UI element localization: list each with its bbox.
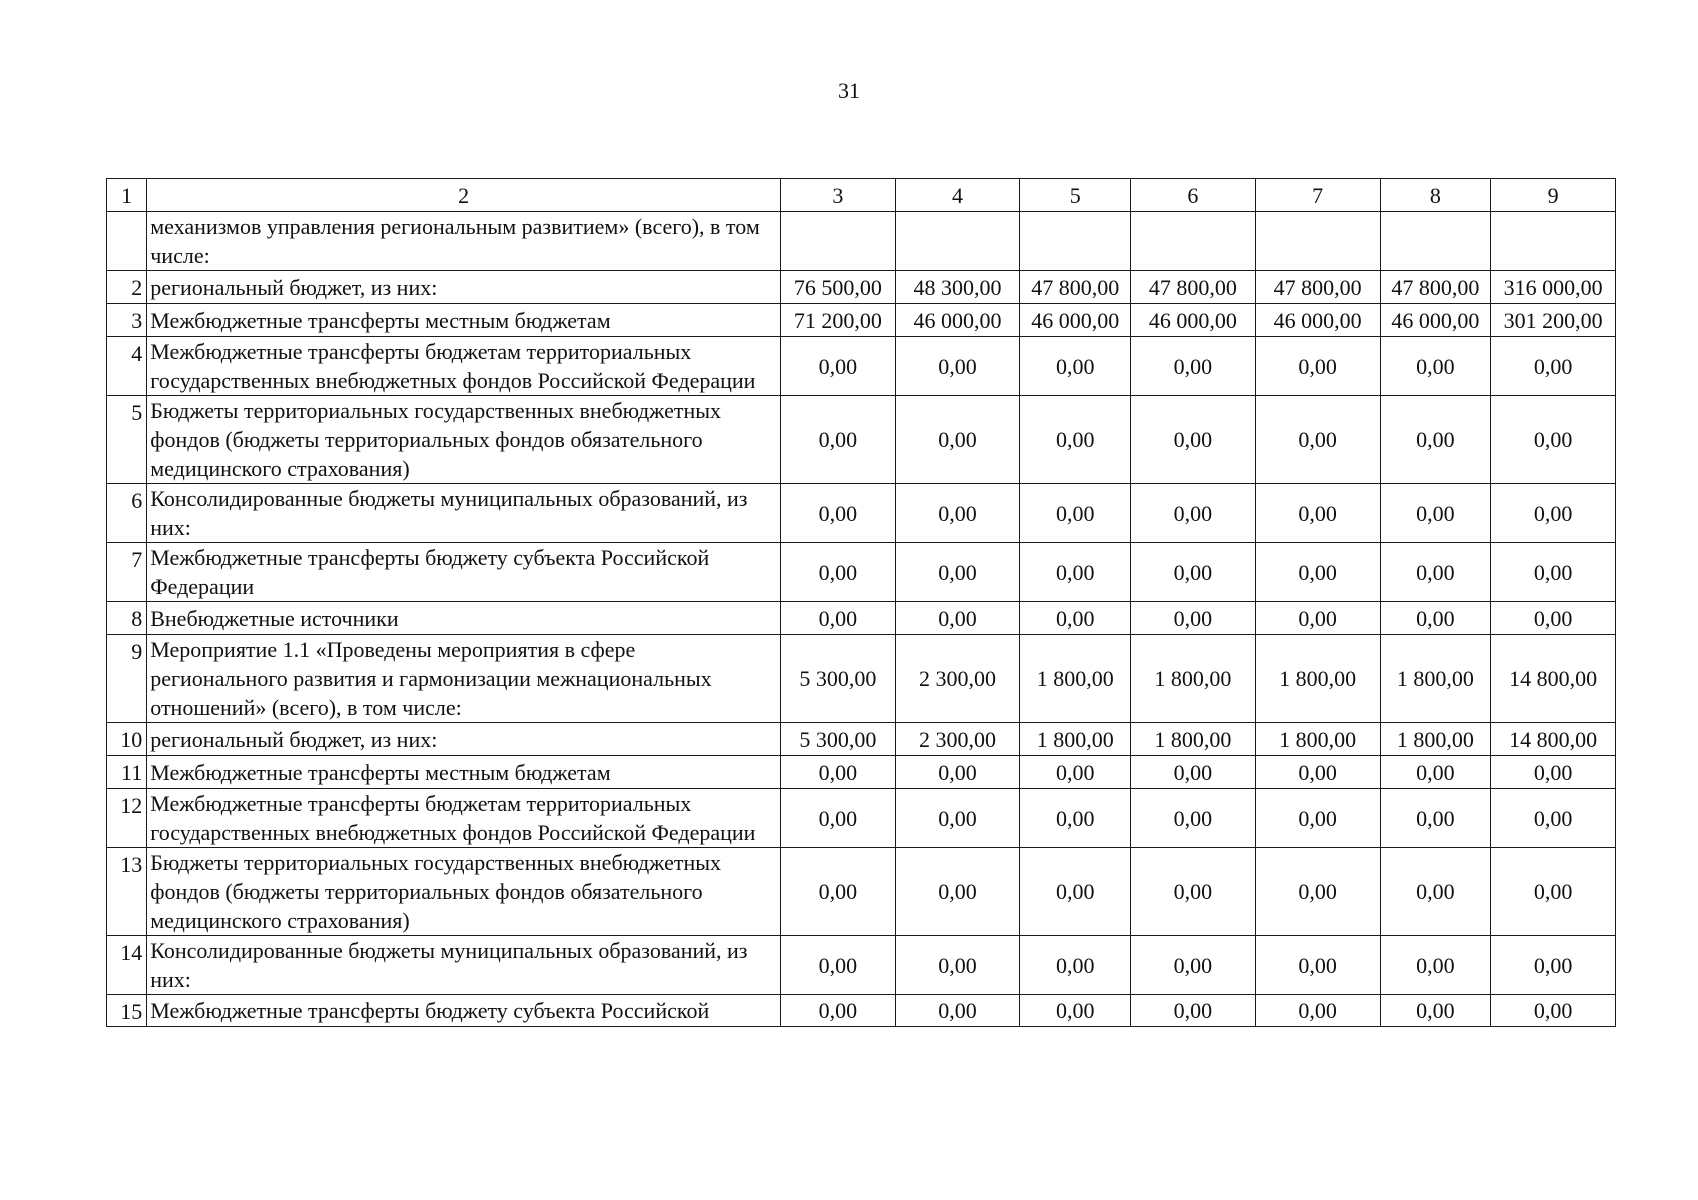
value-cell: 0,00 [1131,396,1256,484]
value-cell [781,212,896,271]
table-row [107,756,1616,789]
value-cell: 0,00 [781,543,896,602]
row-description: Консолидированные бюджеты муниципальных образований, из них: [147,936,781,995]
page-number: 31 [838,78,860,103]
row-number-cell [107,212,147,271]
value-cell: 0,00 [1255,543,1380,602]
row-number: 5 [107,396,147,484]
value-cell: 0,00 [1491,848,1616,936]
value-cell: 0,00 [1255,995,1380,1027]
table-row [107,602,1616,635]
table-row [107,271,1616,304]
value-cell: 0,00 [895,337,1020,396]
value-cell: 0,00 [781,756,896,789]
row-description: Межбюджетные трансферты бюджетам территориальных государственных внебюджетных фондов Российской Федерации [147,337,781,396]
value-cell: 1 800,00 [1255,723,1380,756]
table-row [107,723,1616,756]
value-cell: 47 800,00 [1255,271,1380,304]
row-number: 15 [107,995,147,1027]
value-cell: 0,00 [1491,789,1616,848]
value-cell: 0,00 [1380,995,1491,1027]
value-cell: 0,00 [1255,602,1380,635]
value-cell: 47 800,00 [1131,271,1256,304]
value-cell [1020,212,1131,271]
value-cell: 14 800,00 [1491,635,1616,723]
value-cell: 301 200,00 [1491,304,1616,337]
value-cell: 0,00 [895,789,1020,848]
value-cell: 0,00 [1380,337,1491,396]
value-cell: 47 800,00 [1020,271,1131,304]
value-cell: 14 800,00 [1491,723,1616,756]
value-cell: 0,00 [1131,337,1256,396]
row-number: 4 [107,337,147,396]
table-row [107,936,1616,995]
row-number: 10 [107,723,147,756]
value-cell: 0,00 [1491,602,1616,635]
value-cell: 0,00 [1491,337,1616,396]
value-cell: 46 000,00 [1131,304,1256,337]
value-cell: 0,00 [781,337,896,396]
value-cell: 0,00 [1380,396,1491,484]
value-cell: 0,00 [781,484,896,543]
table-row [107,789,1616,848]
value-cell: 48 300,00 [895,271,1020,304]
value-cell: 0,00 [1020,602,1131,635]
row-description: Межбюджетные трансферты бюджету субъекта Российской [147,995,781,1027]
value-cell: 46 000,00 [895,304,1020,337]
value-cell: 1 800,00 [1255,635,1380,723]
value-cell: 0,00 [1380,848,1491,936]
column-header: 4 [895,179,1020,212]
row-number: 14 [107,936,147,995]
value-cell: 0,00 [1131,602,1256,635]
value-cell: 0,00 [1131,543,1256,602]
value-cell: 0,00 [895,756,1020,789]
value-cell: 0,00 [1020,337,1131,396]
table-row [107,543,1616,602]
value-cell: 0,00 [1131,848,1256,936]
value-cell: 0,00 [895,936,1020,995]
row-number: 8 [107,602,147,635]
value-cell: 0,00 [1380,936,1491,995]
value-cell: 47 800,00 [1380,271,1491,304]
budget-table-container [106,178,1616,1027]
value-cell: 2 300,00 [895,723,1020,756]
value-cell: 1 800,00 [1380,723,1491,756]
row-number: 9 [107,635,147,723]
value-cell: 0,00 [1020,756,1131,789]
table-row [107,995,1616,1027]
column-header: 5 [1020,179,1131,212]
row-number: 2 [107,271,147,304]
table-row [107,396,1616,484]
value-cell: 0,00 [1255,337,1380,396]
value-cell: 46 000,00 [1255,304,1380,337]
value-cell: 0,00 [1131,995,1256,1027]
row-description: региональный бюджет, из них: [147,271,781,304]
value-cell: 0,00 [1491,396,1616,484]
column-header: 9 [1491,179,1616,212]
value-cell: 0,00 [895,543,1020,602]
row-number: 12 [107,789,147,848]
value-cell: 1 800,00 [1020,723,1131,756]
value-cell [1131,212,1256,271]
value-cell: 5 300,00 [781,635,896,723]
row-description: Бюджеты территориальных государственных внебюджетных фондов (бюджеты территориальных фондов обязательного медицинского страхования) [147,396,781,484]
value-cell [1255,212,1380,271]
value-cell: 0,00 [1491,995,1616,1027]
value-cell: 0,00 [1491,936,1616,995]
row-description: региональный бюджет, из них: [147,723,781,756]
value-cell: 0,00 [895,602,1020,635]
budget-table [106,178,1616,1027]
column-header: 1 [107,179,147,212]
table-row [107,304,1616,337]
value-cell: 0,00 [1255,396,1380,484]
column-header: 8 [1380,179,1491,212]
value-cell: 0,00 [1380,602,1491,635]
row-number: 13 [107,848,147,936]
value-cell: 0,00 [1020,789,1131,848]
value-cell: 0,00 [1020,484,1131,543]
value-cell: 0,00 [781,848,896,936]
row-description: Межбюджетные трансферты бюджету субъекта Российской Федерации [147,543,781,602]
table-row [107,484,1616,543]
value-cell: 0,00 [895,396,1020,484]
value-cell: 76 500,00 [781,271,896,304]
row-description: Межбюджетные трансферты местным бюджетам [147,304,781,337]
row-number: 6 [107,484,147,543]
value-cell: 1 800,00 [1020,635,1131,723]
value-cell: 0,00 [895,848,1020,936]
row-number: 11 [107,756,147,789]
value-cell: 0,00 [781,936,896,995]
value-cell: 0,00 [1255,756,1380,789]
value-cell: 0,00 [1380,543,1491,602]
value-cell: 0,00 [1491,543,1616,602]
column-header: 7 [1255,179,1380,212]
value-cell: 0,00 [1131,789,1256,848]
value-cell: 0,00 [781,789,896,848]
row-number: 7 [107,543,147,602]
value-cell: 1 800,00 [1131,635,1256,723]
value-cell [895,212,1020,271]
value-cell: 0,00 [1131,936,1256,995]
value-cell: 46 000,00 [1380,304,1491,337]
row-description: механизмов управления региональным развитием» (всего), в том числе: [147,212,781,271]
value-cell: 0,00 [1491,484,1616,543]
value-cell: 0,00 [1020,543,1131,602]
value-cell: 0,00 [781,995,896,1027]
value-cell: 71 200,00 [781,304,896,337]
value-cell: 0,00 [1255,936,1380,995]
table-row [107,337,1616,396]
value-cell: 0,00 [1255,484,1380,543]
value-cell: 1 800,00 [1131,723,1256,756]
value-cell: 46 000,00 [1020,304,1131,337]
value-cell: 2 300,00 [895,635,1020,723]
value-cell: 0,00 [781,396,896,484]
value-cell: 0,00 [1020,995,1131,1027]
value-cell: 0,00 [1020,848,1131,936]
table-row [107,848,1616,936]
table-row [107,635,1616,723]
column-header: 6 [1131,179,1256,212]
value-cell: 5 300,00 [781,723,896,756]
table-body [107,212,1616,1027]
row-number: 3 [107,304,147,337]
value-cell: 0,00 [895,995,1020,1027]
row-description: Межбюджетные трансферты местным бюджетам [147,756,781,789]
value-cell: 0,00 [895,484,1020,543]
value-cell: 0,00 [1380,789,1491,848]
value-cell: 0,00 [1131,484,1256,543]
row-description: Бюджеты территориальных государственных внебюджетных фондов (бюджеты территориальных фондов обязательного медицинского страхования) [147,848,781,936]
value-cell [1491,212,1616,271]
value-cell: 0,00 [1380,484,1491,543]
value-cell: 0,00 [1131,756,1256,789]
value-cell: 0,00 [1491,756,1616,789]
value-cell: 316 000,00 [1491,271,1616,304]
value-cell: 0,00 [1255,789,1380,848]
value-cell: 0,00 [1020,936,1131,995]
value-cell [1380,212,1491,271]
value-cell: 0,00 [1020,396,1131,484]
table-header-row [107,179,1616,212]
value-cell: 0,00 [781,602,896,635]
value-cell: 0,00 [1380,756,1491,789]
row-description: Внебюджетные источники [147,602,781,635]
value-cell: 0,00 [1255,848,1380,936]
table-row-continuation [107,212,1616,271]
value-cell: 1 800,00 [1380,635,1491,723]
column-header: 2 [147,179,781,212]
column-header: 3 [781,179,896,212]
row-description: Консолидированные бюджеты муниципальных образований, из них: [147,484,781,543]
row-description: Межбюджетные трансферты бюджетам территориальных государственных внебюджетных фондов Российской Федерации [147,789,781,848]
row-description: Мероприятие 1.1 «Проведены мероприятия в сфере регионального развития и гармонизации межнациональных отношений» (всего), в том числе: [147,635,781,723]
